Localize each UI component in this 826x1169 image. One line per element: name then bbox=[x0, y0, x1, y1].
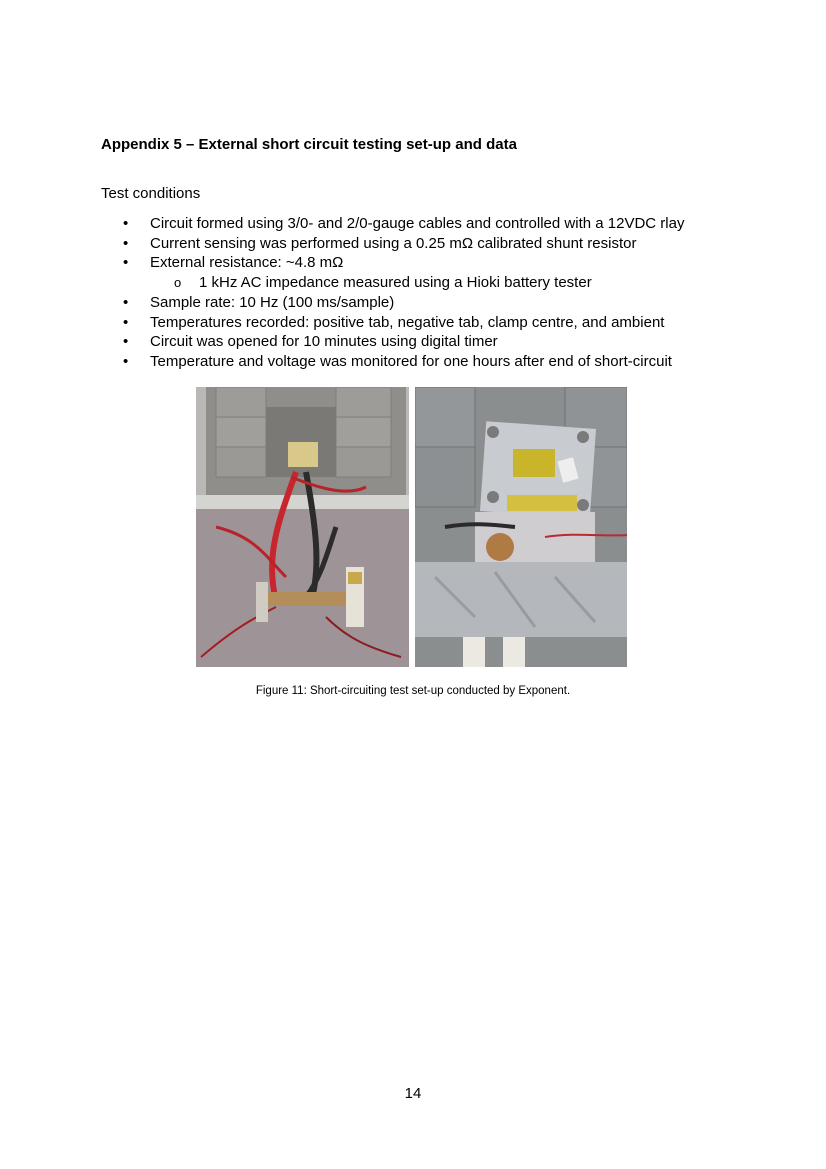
list-item: • Sample rate: 10 Hz (100 ms/sample) bbox=[101, 293, 781, 313]
list-item: • Current sensing was performed using a 0.25 mΩ calibrated shunt resistor bbox=[101, 234, 781, 254]
sub-list-item: o 1 kHz AC impedance measured using a Hioki battery tester bbox=[150, 273, 781, 293]
list-item: • Circuit formed using 3/0- and 2/0-gauge cables and controlled with a 12VDC rlay bbox=[101, 214, 781, 234]
appendix-heading: Appendix 5 – External short circuit testing set-up and data bbox=[101, 136, 517, 153]
list-item-text: External resistance: ~4.8 mΩ bbox=[150, 254, 344, 272]
figure-caption: Figure 11: Short-circuiting test set-up conducted by Exponent. bbox=[255, 685, 571, 697]
photo-circuit-setup bbox=[196, 387, 409, 667]
list-item bbox=[101, 253, 781, 292]
sub-list bbox=[150, 273, 781, 293]
list-item: • Circuit was opened for 10 minutes using digital timer bbox=[101, 332, 781, 352]
page-number: 14 bbox=[404, 1085, 422, 1102]
test-conditions-list bbox=[101, 214, 781, 372]
test-conditions-subheading: Test conditions bbox=[101, 185, 201, 202]
photo-clamped-cell bbox=[415, 387, 627, 667]
list-item: • Temperature and voltage was monitored for one hours after end of short-circuit bbox=[101, 352, 781, 372]
figure-11 bbox=[196, 387, 627, 667]
list-item: • Temperatures recorded: positive tab, negative tab, clamp centre, and ambient bbox=[101, 313, 781, 333]
